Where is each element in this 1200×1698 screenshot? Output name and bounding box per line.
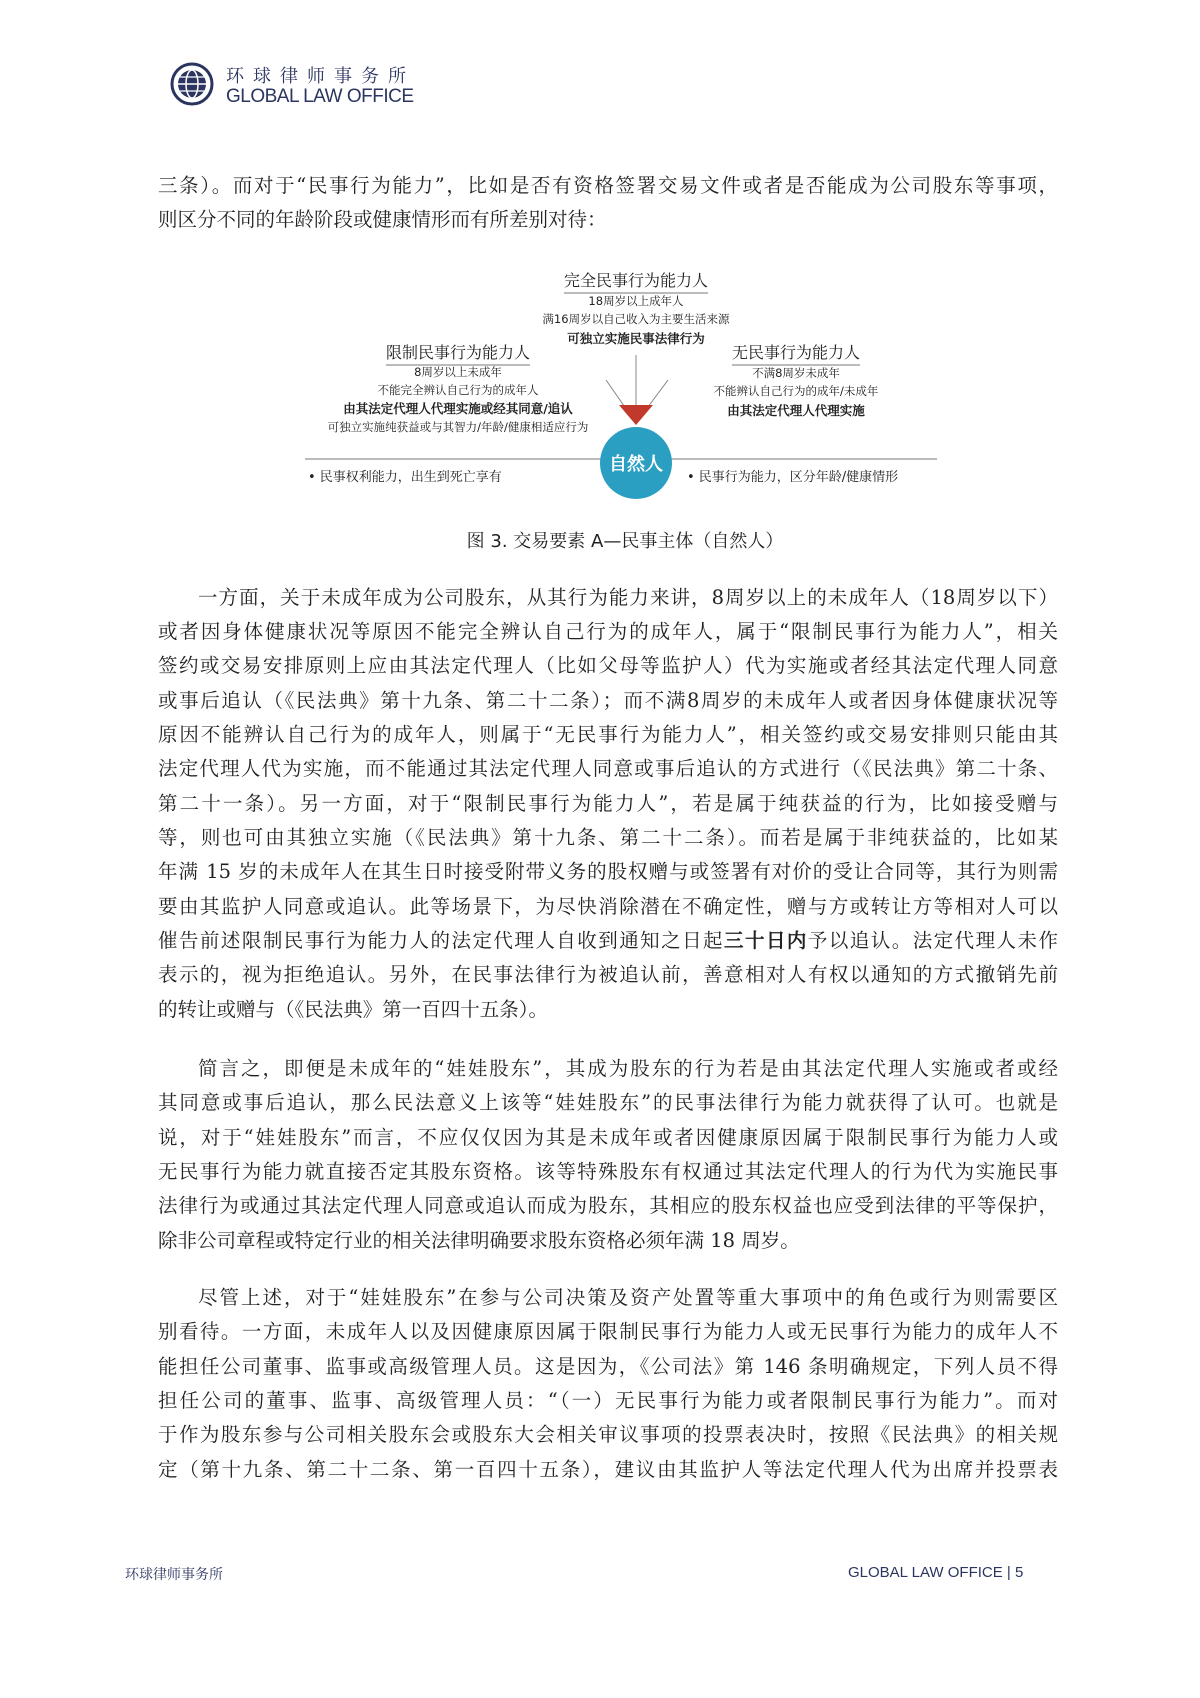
limited-capacity-line: 8周岁以上未成年 [414, 365, 502, 379]
text-line: 第二十一条）。另一方面，对于“限制民事行为能力人”，若是属于纯获益的行为，比如接受赠与 [158, 792, 1058, 815]
text-line: 年满 15 岁的未成年人在其生日时接受附带义务的股权赠与或签署有对价的受让合同等，其行为则需 [158, 860, 1058, 883]
text-line: 一方面，关于未成年成为公司股东，从其行为能力来讲，8周岁以上的未成年人（18周岁以下） [198, 586, 1058, 609]
text-span: 予以追认。法定代理人未作 [807, 929, 1058, 952]
limited-capacity-exception: 可独立实施纯获益或与其智力/年龄/健康相适应行为 [327, 420, 589, 434]
text-line: 其同意或事后追认，那么民法意义上该等“娃娃股东”的民事法律行为能力就获得了认可。也就是 [158, 1091, 1058, 1114]
full-capacity-line: 18周岁以上成年人 [588, 294, 684, 308]
limited-capacity-line: 不能完全辨认自己行为的成年人 [377, 383, 539, 397]
text-line: 的转让或赠与（《民法典》第一百四十五条）。 [158, 998, 549, 1021]
text-line: 无民事行为能力就直接否定其股东资格。该等特殊股东有权通过其法定代理人的行为代为实施民事 [158, 1160, 1058, 1183]
figure-caption: 图 3. 交易要素 A—民事主体（自然人） [466, 531, 784, 552]
text-line: 法定代理人代为实施，而不能通过其法定代理人同意或事后追认的方式进行（《民法典》第二十条、 [158, 757, 1058, 780]
intro-line: 三条）。而对于“民事行为能力”，比如是否有资格签署交易文件或者是否能成为公司股东等事项， [158, 174, 1058, 197]
natural-person-label: 自然人 [609, 454, 663, 475]
limited-capacity-title: 限制民事行为能力人 [386, 340, 530, 366]
text-line: 能担任公司董事、监事或高级管理人员。这是因为，《公司法》第 146 条明确规定，下列人员不得 [158, 1355, 1058, 1378]
limited-capacity-rule: 由其法定代理人代理实施或经其同意/追认 [343, 401, 573, 416]
intro-line: 则区分不同的年龄阶段或健康情形而有所差别对待： [158, 208, 607, 231]
text-line: 签约或交易安排原则上应由其法定代理人（比如父母等监护人）代为实施或者经其法定代理人同意 [158, 654, 1058, 677]
text-line: 定（第十九条、第二十二条、第一百四十五条），建议由其监护人等法定代理人代为出席并投票表 [158, 1458, 1058, 1481]
civil-conduct-capacity-bullet: • 民事行为能力，区分年龄/健康情形 [687, 470, 899, 485]
text-line: 表示的，视为拒绝追认。另外，在民事法律行为被追认前，善意相对人有权以通知的方式撤销先前 [158, 963, 1058, 986]
red-triangle-marker [619, 405, 653, 425]
text-line: 原因不能辨认自己行为的成年人，则属于“无民事行为能力人”，相关签约或交易安排则只能由其 [158, 723, 1058, 746]
text-line [158, 924, 1058, 958]
text-line: 简言之，即便是未成年的“娃娃股东”，其成为股东的行为若是由其法定代理人实施或者或经 [198, 1057, 1058, 1080]
text-line: 于作为股东参与公司相关股东会或股东大会相关审议事项的投票表决时，按照《民法典》的相关规 [158, 1423, 1058, 1446]
full-capacity-line: 满16周岁以自己收入为主要生活来源 [542, 312, 730, 326]
text-line: 担任公司的董事、监事、高级管理人员：“（一）无民事行为能力或者限制民事行为能力”。而对 [158, 1389, 1058, 1412]
text-line: 要由其监护人同意或追认。此等场景下，为尽快消除潜在不确定性，赠与方或转让方等相对人可以 [158, 895, 1058, 918]
text-line: 法律行为或通过其法定代理人同意或追认而成为股东，其相应的股东权益也应受到法律的平等保护， [158, 1194, 1058, 1217]
text-line: 别看待。一方面，未成年人以及因健康原因属于限制民事行为能力人或无民事行为能力的成年人不 [158, 1320, 1058, 1343]
no-capacity-line: 不满8周岁未成年 [752, 366, 840, 380]
text-line: 或者因身体健康状况等原因不能完全辨认自己行为的成年人，属于“限制民事行为能力人”，相关 [158, 620, 1058, 643]
full-capacity-rule: 可独立实施民事法律行为 [567, 331, 705, 346]
no-capacity-line: 不能辨认自己行为的成年/未成年 [713, 384, 879, 398]
text-line: 等，则也可由其独立实施（《民法典》第十九条、第二十二条）。而若是属于非纯获益的，比如某 [158, 826, 1058, 849]
footer-firm-name: 环球律师事务所 [125, 1567, 223, 1583]
text-line: 尽管上述，对于“娃娃股东”在参与公司决策及资产处置等重大事项中的角色或行为则需要区 [198, 1286, 1058, 1309]
footer-page-number: GLOBAL LAW OFFICE | 5 [848, 1564, 1024, 1581]
no-capacity-title: 无民事行为能力人 [732, 340, 860, 366]
text-line: 说，对于“娃娃股东”而言，不应仅仅因为其是未成年或者因健康原因属于限制民事行为能力人或 [158, 1126, 1058, 1149]
text-line: 除非公司章程或特定行业的相关法律明确要求股东资格必须年满 18 周岁。 [158, 1229, 800, 1252]
logo-english-name: GLOBAL LAW OFFICE [226, 86, 414, 107]
no-capacity-rule: 由其法定代理人代理实施 [727, 403, 865, 418]
text-line: 或事后追认（《民法典》第十九条、第二十二条）；而不满8周岁的未成年人或者因身体健康状况等 [158, 689, 1058, 712]
full-capacity-title: 完全民事行为能力人 [564, 268, 708, 294]
civil-rights-capacity-bullet: • 民事权利能力，出生到死亡享有 [308, 470, 502, 485]
logo-chinese-name: 环球律师事务所 [226, 66, 415, 87]
thirty-days-emphasis: 三十日内 [724, 929, 808, 952]
text-span: 催告前述限制民事行为能力人的法定代理人自收到通知之日起 [158, 929, 725, 952]
